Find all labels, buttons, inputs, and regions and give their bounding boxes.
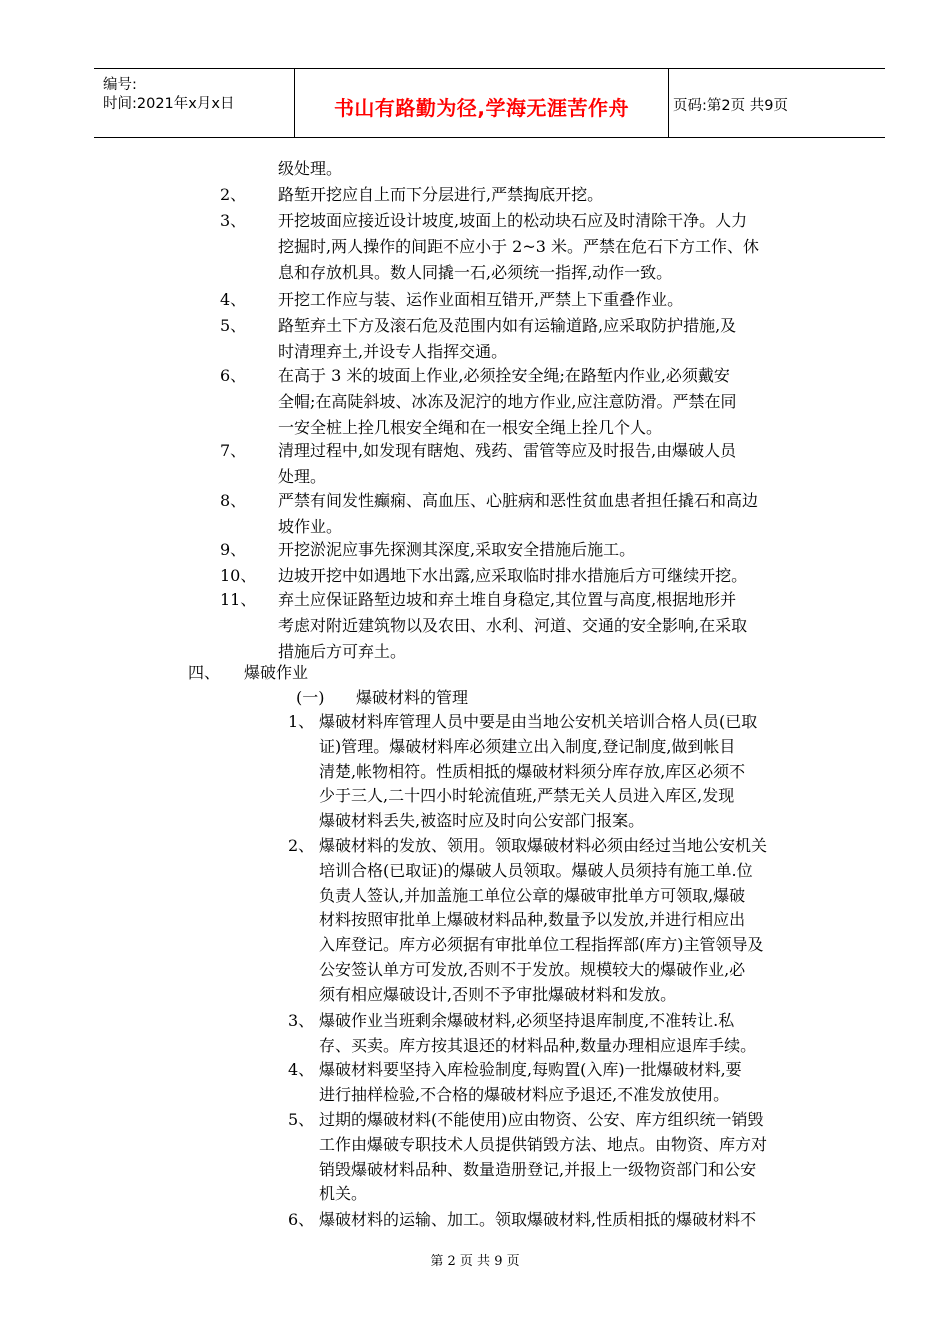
list-item-text: 严禁有间发性癫痫、高血压、心脏病和恶性贫血患者担任撬石和高边 xyxy=(278,491,759,510)
list-item-text: 开挖坡面应接近设计坡度,坡面上的松动块石应及时清除干净。人力 xyxy=(278,211,748,230)
list-item-number: 5、 xyxy=(220,316,247,335)
list-item-text: 路堑弃土下方及滚石危及范围内如有运输道路,应采取防护措施,及 xyxy=(278,316,737,335)
list-item-number: 9、 xyxy=(220,540,247,559)
list-item-number: 4、 xyxy=(220,290,247,309)
list-item-text: 公安签认单方可发放,否则不于发放。规模较大的爆破作业,必 xyxy=(319,960,746,979)
list-item-text: 一安全桩上拴几根安全绳和在一根安全绳上拴几个人。 xyxy=(278,418,663,437)
list-item-text: 息和存放机具。数人同撬一石,必须统一指挥,动作一致。 xyxy=(278,263,673,282)
list-item-text: 负责人签认,并加盖施工单位公章的爆破审批单方可领取,爆破 xyxy=(319,885,746,905)
list-item-text: 进行抽样检验,不合格的爆破材料应予退还,不准发放使用。 xyxy=(319,1084,730,1104)
list-item-number: 2、 xyxy=(288,836,315,855)
list-item-number: 6、 xyxy=(220,366,247,385)
list-item-text: 培训合格(已取证)的爆破人员领取。爆破人员须持有施工单.位 xyxy=(319,860,753,880)
list-item-text: 存、买卖。库方按其退还的材料品种,数量办理相应退库手续。 xyxy=(319,1035,757,1055)
list-item-text: 考虑对附近建筑物以及农田、水利、河道、交通的安全影响,在采取 xyxy=(278,616,748,635)
header-left-cell xyxy=(94,69,294,137)
list-item-text: 清理过程中,如发现有瞎炮、残药、雷管等应及时报告,由爆破人员 xyxy=(278,441,737,460)
header-table xyxy=(94,68,885,138)
list-item-text: 时清理弃土,并设专人指挥交通。 xyxy=(278,342,508,361)
list-item-text: 挖掘时,两人操作的间距不应小于 2~3 米。严禁在危石下方工作、休 xyxy=(278,237,760,256)
list-item-number: 6、 xyxy=(288,1210,315,1229)
list-item-text: 须有相应爆破设计,否则不予审批爆破材料和发放。 xyxy=(319,984,677,1004)
list-item-number: 8、 xyxy=(220,491,247,510)
list-item-text: 处理。 xyxy=(278,467,327,486)
section-title: 爆破作业 xyxy=(244,663,309,682)
list-item-text: 开挖淤泥应事先探测其深度,采取安全措施后施工。 xyxy=(278,540,636,559)
list-item-text: 弃土应保证路堑边坡和弃土堆自身稳定,其位置与高度,根据地形并 xyxy=(278,590,737,609)
motto-text: 书山有路勤为径,学海无涯苦作舟 xyxy=(333,96,630,120)
list-item-text: 清楚,帐物相符。性质相抵的爆破材料须分库存放,库区必须不 xyxy=(319,761,746,781)
list-item-text: 全帽;在高陡斜坡、冰冻及泥泞的地方作业,应注意防滑。严禁在同 xyxy=(278,392,737,411)
header-right-cell xyxy=(668,69,885,137)
list-item-text: 坡作业。 xyxy=(278,517,343,536)
list-item-number: 5、 xyxy=(288,1110,315,1129)
serial-label: 编号: xyxy=(103,77,137,93)
list-item-text: 开挖工作应与装、运作业面相互错开,严禁上下重叠作业。 xyxy=(278,290,684,309)
list-item-number: 3、 xyxy=(288,1011,315,1030)
list-item-text: 路堑开挖应自上而下分层进行,严禁掏底开挖。 xyxy=(278,185,604,204)
list-item-text: 过期的爆破材料(不能使用)应由物资、公安、库方组织统一销毁 xyxy=(319,1110,764,1129)
list-item-text: 在高于 3 米的坡面上作业,必须拴安全绳;在路堑内作业,必须戴安 xyxy=(278,366,730,385)
list-item-text: 边坡开挖中如遇地下水出露,应采取临时排水措施后方可继续开挖。 xyxy=(278,566,748,585)
header-motto-cell xyxy=(294,69,669,137)
list-item-text: 爆破材料丢失,被盗时应及时向公安部门报案。 xyxy=(319,811,645,831)
subsection-title: 爆破材料的管理 xyxy=(356,688,469,707)
list-item-text: 销毁爆破材料品种、数量造册登记,并报上一级物资部门和公安 xyxy=(319,1159,757,1179)
list-item-text: 机关。 xyxy=(319,1184,368,1204)
list-item-text: 证)管理。爆破材料库必须建立出入制度,登记制度,做到帐目 xyxy=(319,736,736,756)
list-item-text: 爆破材料库管理人员中要是由当地公安机关培训合格人员(已取 xyxy=(319,712,758,731)
list-item-text: 爆破作业当班剩余爆破材料,必须坚持退库制度,不准转让.私 xyxy=(319,1011,735,1030)
list-item-text: 爆破材料的发放、领用。领取爆破材料必须由经过当地公安机关 xyxy=(319,836,768,855)
list-item-number: 10、 xyxy=(220,566,257,585)
page-footer: 第 2 页 共 9 页 xyxy=(430,1254,520,1269)
list-item-text: 少于三人,二十四小时轮流值班,严禁无关人员进入库区,发现 xyxy=(319,786,735,806)
page-label: 页码:第2页 共9页 xyxy=(673,98,788,114)
section-number: 四、 xyxy=(188,663,221,682)
list-item-text: 入库登记。库方必须据有审批单位工程指挥部(库方)主管领导及 xyxy=(319,935,764,955)
list-item-number: 7、 xyxy=(220,441,247,460)
subsection-number: (一) xyxy=(296,688,325,707)
list-item-text: 爆破材料要坚持入库检验制度,每购置(入库)一批爆破材料,要 xyxy=(319,1060,742,1079)
list-item-number: 1、 xyxy=(288,712,315,731)
list-item-number: 3、 xyxy=(220,211,247,230)
list-item-number: 11、 xyxy=(220,590,257,609)
list-item-text: 爆破材料的运输、加工。领取爆破材料,性质相抵的爆破材料不 xyxy=(319,1210,757,1229)
list-item-number: 4、 xyxy=(288,1060,315,1079)
list-item-text: 工作由爆破专职技术人员提供销毁方法、地点。由物资、库方对 xyxy=(319,1134,768,1154)
list-item-text: 材料按照审批单上爆破材料品种,数量予以发放,并进行相应出 xyxy=(319,910,746,930)
list-item-text: 级处理。 xyxy=(278,159,343,178)
list-item-number: 2、 xyxy=(220,185,247,204)
time-label: 时间:2021年x月x日 xyxy=(103,96,235,112)
list-item-text: 措施后方可弃土。 xyxy=(278,642,407,661)
